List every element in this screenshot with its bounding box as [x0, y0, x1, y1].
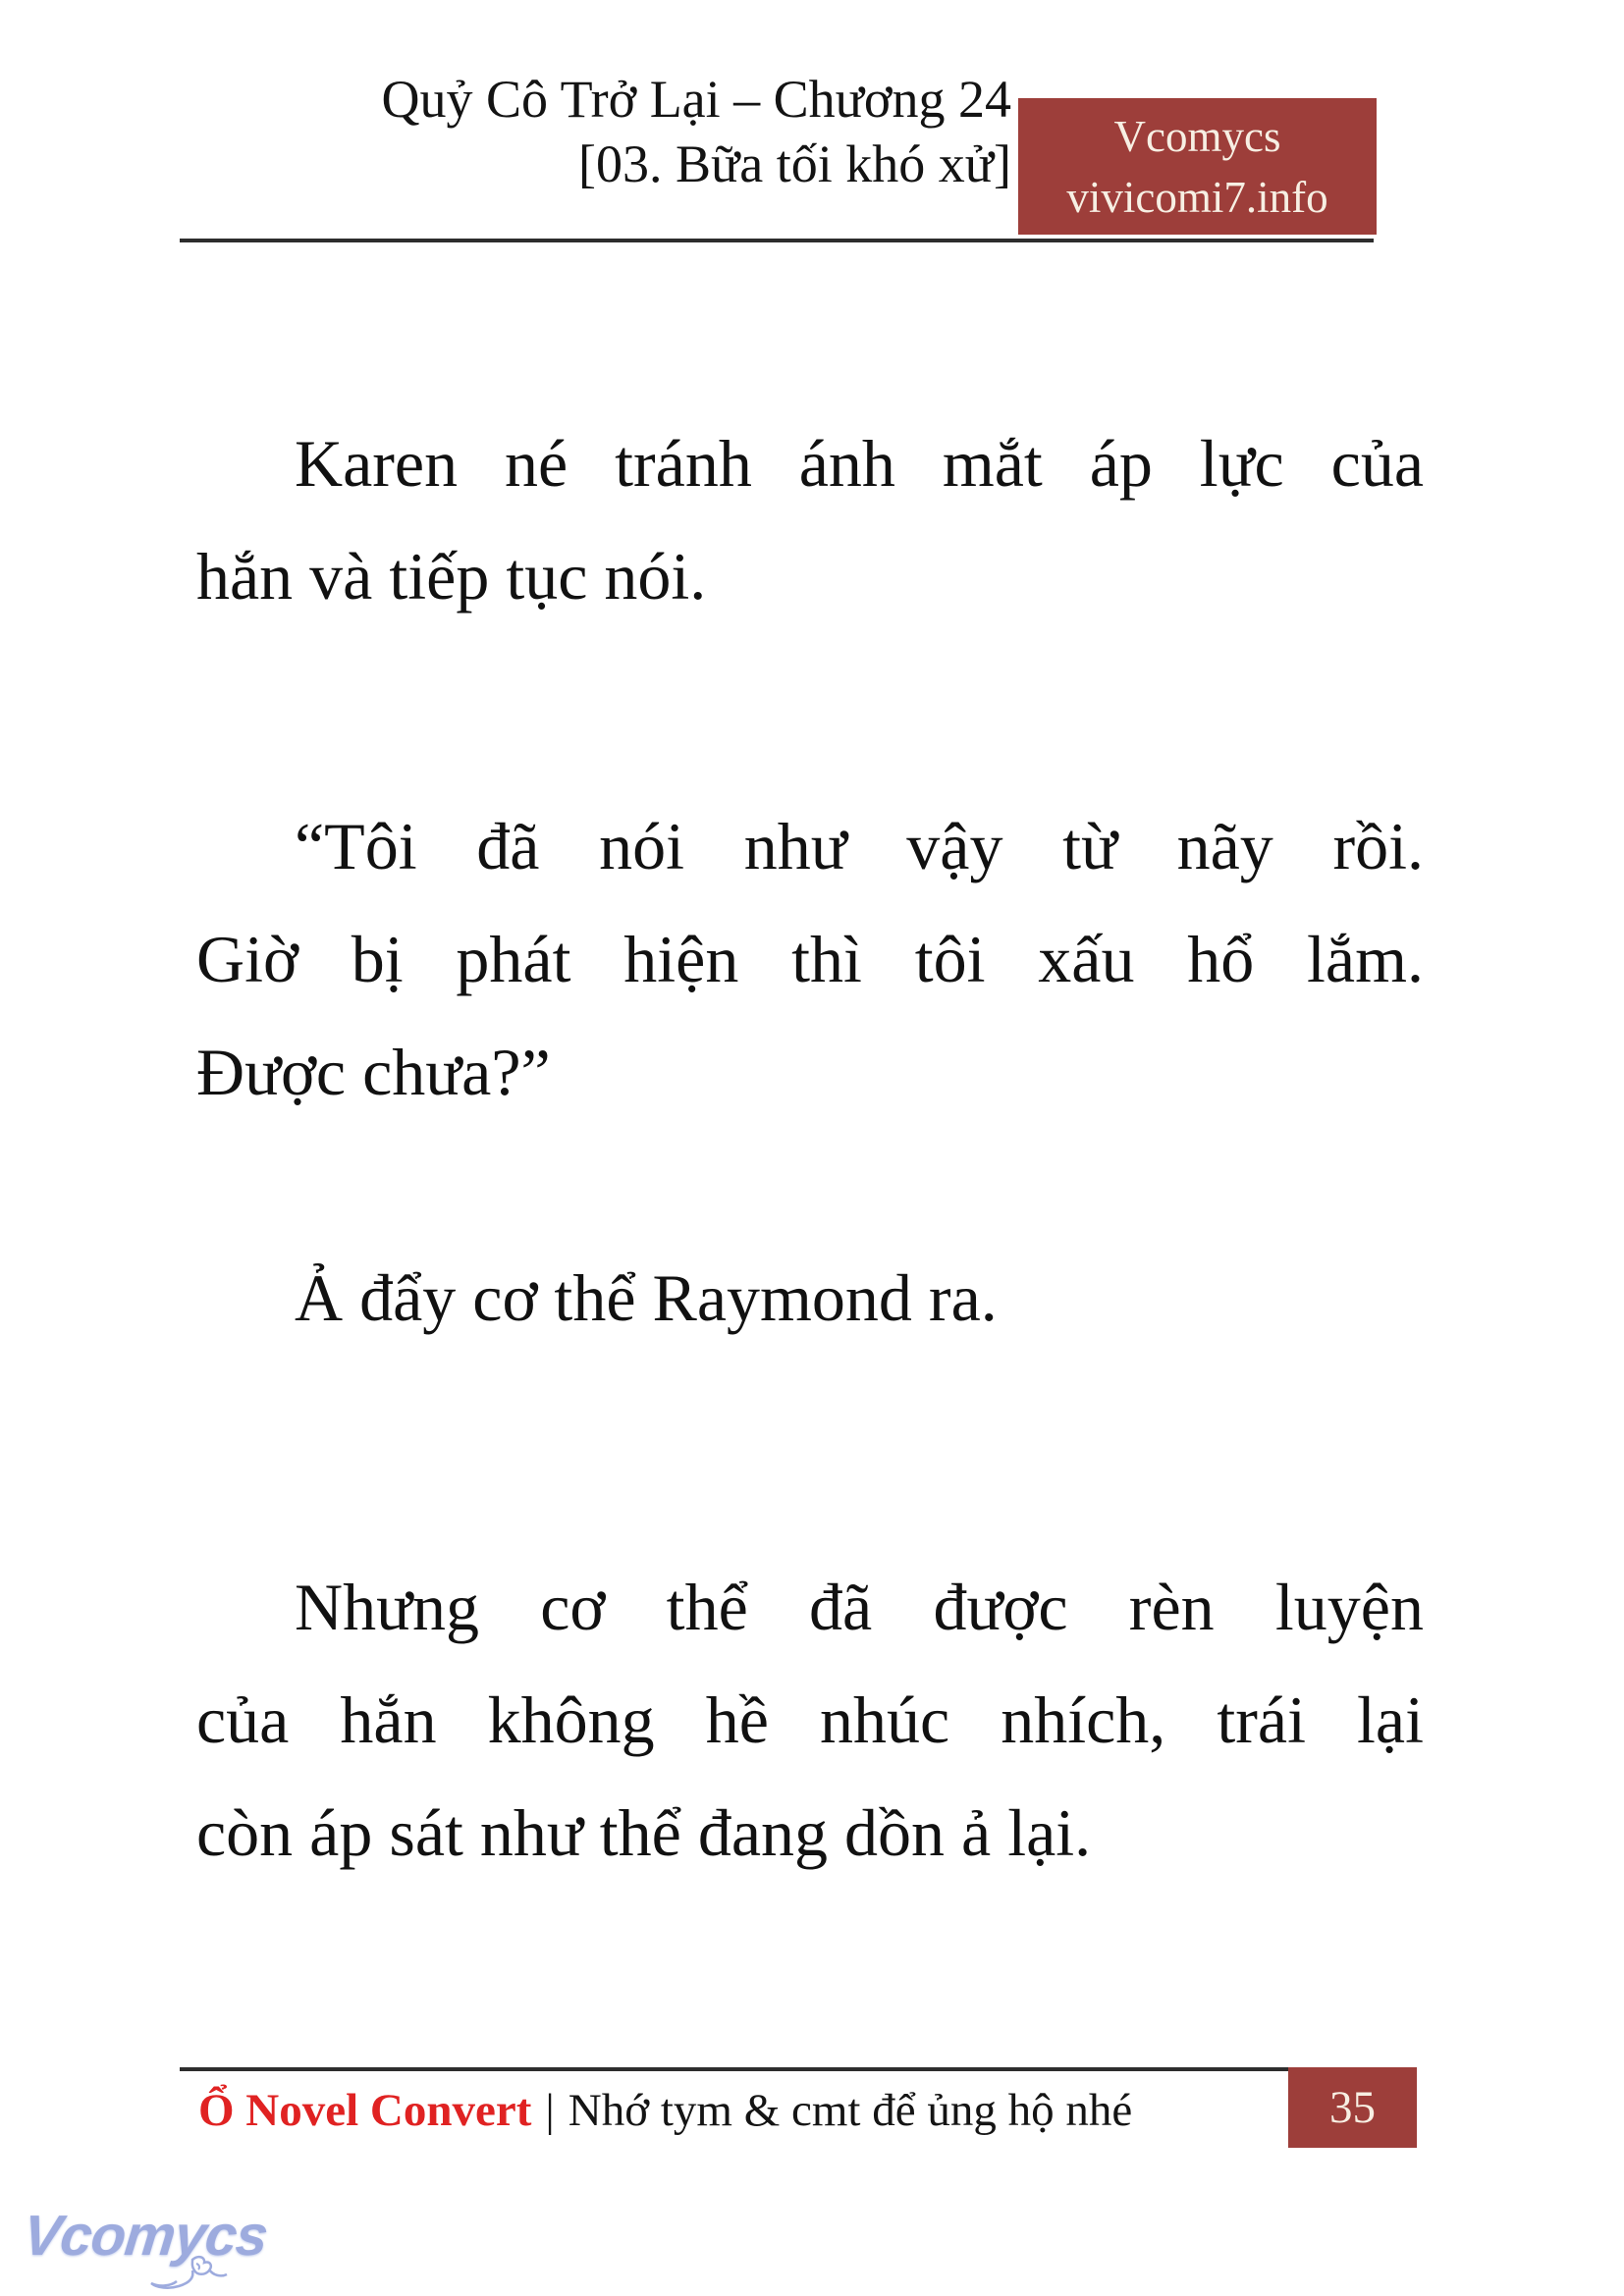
chapter-title: Quỷ Cô Trở Lại – Chương 24	[381, 70, 1011, 129]
vcomycs-watermark-logo	[20, 2204, 279, 2295]
text-line: Được chưa?”	[196, 1035, 551, 1109]
footer-divider	[180, 2067, 1288, 2071]
footer-brand: Ổ Novel Convert	[198, 2085, 532, 2136]
header-title-block	[382, 67, 1011, 196]
publisher-name: Vcomycs	[1113, 111, 1281, 161]
paragraph	[196, 1242, 1424, 1355]
watermark-text: Vcomycs	[20, 2204, 271, 2268]
footer-separator: |	[545, 2085, 555, 2136]
footer-credit-line	[198, 2073, 1278, 2148]
section-title: [03. Bữa tối khó xử]	[578, 134, 1011, 193]
paragraph	[196, 1551, 1424, 1890]
paragraph	[196, 407, 1424, 633]
page-number: 35	[1329, 2082, 1376, 2133]
text-line: Giờ bị phát hiện thì tôi xấu hổ lắm.	[196, 922, 1424, 996]
text-line: Ả đẩy cơ thể Raymond ra.	[295, 1260, 998, 1335]
text-line: Nhưng cơ thể đã được rèn luyện	[295, 1570, 1424, 1644]
publisher-site: vivicomi7.info	[1066, 172, 1328, 222]
page-number-box	[1288, 2067, 1417, 2148]
paragraph	[196, 790, 1424, 1129]
text-line: Karen né tránh ánh mắt áp lực của	[295, 426, 1424, 501]
text-line: “Tôi đã nói như vậy từ nãy rồi.	[295, 809, 1424, 883]
rose-icon	[132, 2254, 249, 2296]
text-line: của hắn không hề nhúc nhích, trái lại	[196, 1682, 1424, 1757]
publisher-brand-box	[1018, 98, 1377, 235]
text-line: hắn và tiếp tục nói.	[196, 539, 707, 614]
novel-text	[196, 242, 1424, 1890]
text-line: còn áp sát như thể đang dồn ả lại.	[196, 1795, 1092, 1870]
footer-message: Nhớ tym & cmt để ủng hộ nhé	[568, 2085, 1133, 2136]
